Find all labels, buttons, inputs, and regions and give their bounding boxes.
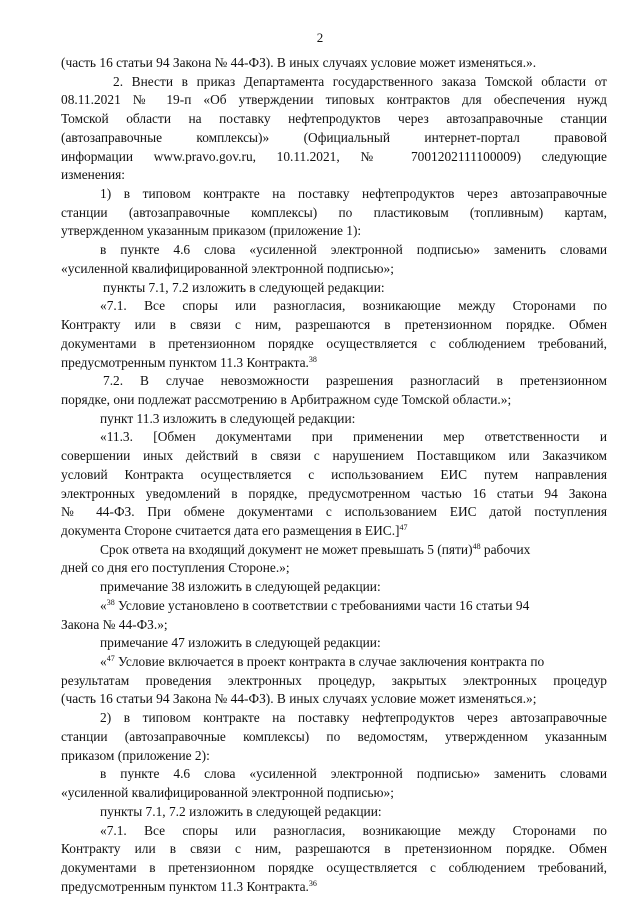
- text-line: [100, 822, 607, 840]
- text-line: [61, 522, 408, 540]
- line-text: в пункте 4.6 слова «усиленной электронной подписью» заменить словами: [100, 242, 607, 258]
- line-text: электронных уведомлений в порядке, предусмотренном частью 16 статьи 94 Закона: [61, 485, 607, 501]
- text-line: [61, 354, 317, 372]
- text-line: [113, 73, 607, 91]
- text-line: [61, 260, 394, 278]
- line-text: «: [100, 597, 107, 613]
- line-text: результатам проведения электронных процедур, закрытых электронных процедур: [61, 672, 607, 688]
- line-text: «усиленной квалифицированной электронной подписью»;: [61, 785, 394, 801]
- line-text: пункты 7.1, 7.2 изложить в следующей редакции:: [100, 803, 382, 819]
- text-line: [103, 279, 385, 297]
- line-text: дней со дня его поступления Стороне.»;: [61, 560, 290, 576]
- line-text: «11.3. [Обмен документами при применении мер ответственности и: [100, 429, 607, 445]
- page-number: 2: [316, 30, 324, 45]
- footnote-ref: 36: [308, 878, 317, 888]
- line-text: (автозаправочные комплексы)» (Официальный интернет-портал правовой: [61, 129, 607, 145]
- line-text-after: Условие включается в проект контракта в случае заключения контракта по: [114, 654, 545, 670]
- line-text: Закона № 44-ФЗ.»;: [61, 616, 168, 632]
- text-line: [61, 672, 607, 690]
- text-line: [61, 503, 607, 521]
- line-text: пункт 11.3 изложить в следующей редакции:: [100, 410, 356, 426]
- text-line: [61, 204, 607, 222]
- line-text: документами в претензионном порядке осуществляется с соблюдением требований,: [61, 335, 607, 351]
- line-text: 2) в типовом контракте на поставку нефтепродуктов через автозаправочные: [100, 710, 607, 726]
- text-line: [61, 747, 210, 765]
- text-line: [100, 709, 607, 727]
- line-text: информации www.pravo.gov.ru, 10.11.2021, № 7001202111100009) следующие: [61, 148, 607, 164]
- line-text: документами в претензионном порядке осуществляется с соблюдением требований,: [61, 859, 607, 875]
- line-text: порядке, они подлежат рассмотрению в Арбитражном суде Томской области.»;: [61, 391, 512, 407]
- text-line: [61, 335, 607, 353]
- line-text: приказом (приложение 2):: [61, 747, 210, 763]
- text-line: [61, 690, 536, 708]
- text-line: [103, 372, 607, 390]
- text-line: [61, 447, 607, 465]
- line-text: «7.1. Все споры или разногласия, возникающие между Сторонами по: [100, 298, 607, 314]
- text-line: [61, 728, 607, 746]
- footnote-ref: 47: [399, 523, 408, 532]
- text-line: [61, 129, 607, 147]
- line-text: в пункте 4.6 слова «усиленной электронной подписью» заменить словами: [100, 766, 607, 782]
- line-text: 7.2. В случае невозможности разрешения разногласий в претензионном: [103, 373, 607, 389]
- line-text: документа Стороне считается дата его размещения в ЕИС.]: [61, 523, 400, 538]
- line-text: предусмотренным пунктом 11.3 Контракта.: [61, 354, 309, 370]
- text-line: [100, 634, 381, 652]
- line-text: № 44-ФЗ. При обмене документами с использованием ЕИС датой поступления: [61, 504, 607, 520]
- footnote-ref: 38: [106, 597, 115, 607]
- line-text: примечание 47 изложить в следующей редакции:: [100, 635, 381, 651]
- footnote-ref: 48: [472, 541, 481, 551]
- text-line: [100, 765, 607, 783]
- text-line: [61, 91, 607, 109]
- text-line: [100, 597, 529, 615]
- text-line: [100, 541, 530, 559]
- line-text: Контракту или в связи с ним, разрешаются в претензионном порядке. Обмен: [61, 317, 607, 333]
- text-line: [61, 54, 536, 72]
- line-text: станции (автозаправочные комплексы) по ведомостям, утвержденном указанным: [61, 728, 607, 744]
- text-line: [61, 784, 394, 802]
- text-line: [61, 859, 607, 877]
- line-text: 08.11.2021 № 19-п «Об утверждении типовых контрактов для обеспечения нужд: [61, 92, 607, 108]
- text-line: [61, 222, 361, 240]
- text-line: [100, 578, 381, 596]
- text-line: [61, 466, 607, 484]
- line-text: примечание 38 изложить в следующей редакции:: [100, 579, 381, 595]
- line-text: утвержденном указанным приказом (приложение 1):: [61, 223, 362, 239]
- line-text: Контракту или в связи с ним, разрешаются в претензионном порядке. Обмен: [61, 841, 607, 857]
- text-line: [61, 391, 511, 409]
- line-text: совершении иных действий в связи с нарушением Поставщиком или Заказчиком: [61, 448, 607, 464]
- text-line: [61, 166, 125, 184]
- line-text: предусмотренным пунктом 11.3 Контракта.: [61, 878, 309, 894]
- line-text: станции (автозаправочные комплексы) по пластиковым (топливным) картам,: [61, 204, 607, 220]
- text-line: [61, 110, 607, 128]
- text-line: [100, 297, 607, 315]
- line-text: «усиленной квалифицированной электронной подписью»;: [61, 260, 394, 276]
- text-line: [100, 653, 544, 671]
- line-text: «: [100, 654, 107, 670]
- line-text: изменения:: [61, 167, 126, 183]
- text-line: [100, 241, 607, 259]
- text-line: [61, 840, 607, 858]
- text-line: [100, 428, 607, 446]
- line-text: 1) в типовом контракте на поставку нефтепродуктов через автозаправочные: [100, 186, 607, 202]
- text-line: [61, 148, 607, 166]
- footnote-ref: 38: [308, 354, 317, 364]
- line-text: «7.1. Все споры или разногласия, возникающие между Сторонами по: [100, 822, 607, 838]
- text-line: [61, 559, 290, 577]
- text-line: [61, 316, 607, 334]
- line-text: 2. Внести в приказ Департамента государственного заказа Томской области от: [113, 73, 607, 89]
- line-text-after: Условие установлено в соответствии с требованиями части 16 статьи 94: [114, 597, 530, 613]
- text-line: [61, 485, 607, 503]
- text-line: [100, 185, 607, 203]
- line-text-after: рабочих: [480, 541, 531, 557]
- text-line: [100, 803, 382, 821]
- footnote-ref: 47: [106, 654, 115, 664]
- line-text: условий Контракта осуществляется с использованием ЕИС путем направления: [61, 466, 607, 482]
- line-text: Томской области на поставку нефтепродуктов через автозаправочные станции: [61, 111, 607, 127]
- line-text: (часть 16 статьи 94 Закона № 44-ФЗ). В иных случаях условие может изменяться.».: [61, 55, 537, 70]
- text-line: [100, 410, 355, 428]
- line-text: (часть 16 статьи 94 Закона № 44-ФЗ). В иных случаях условие может изменяться.»;: [61, 691, 537, 707]
- line-text: Срок ответа на входящий документ не может превышать 5 (пяти): [100, 541, 473, 557]
- text-line: [61, 616, 168, 634]
- text-line: [61, 878, 317, 896]
- line-text: пункты 7.1, 7.2 изложить в следующей редакции:: [103, 279, 385, 295]
